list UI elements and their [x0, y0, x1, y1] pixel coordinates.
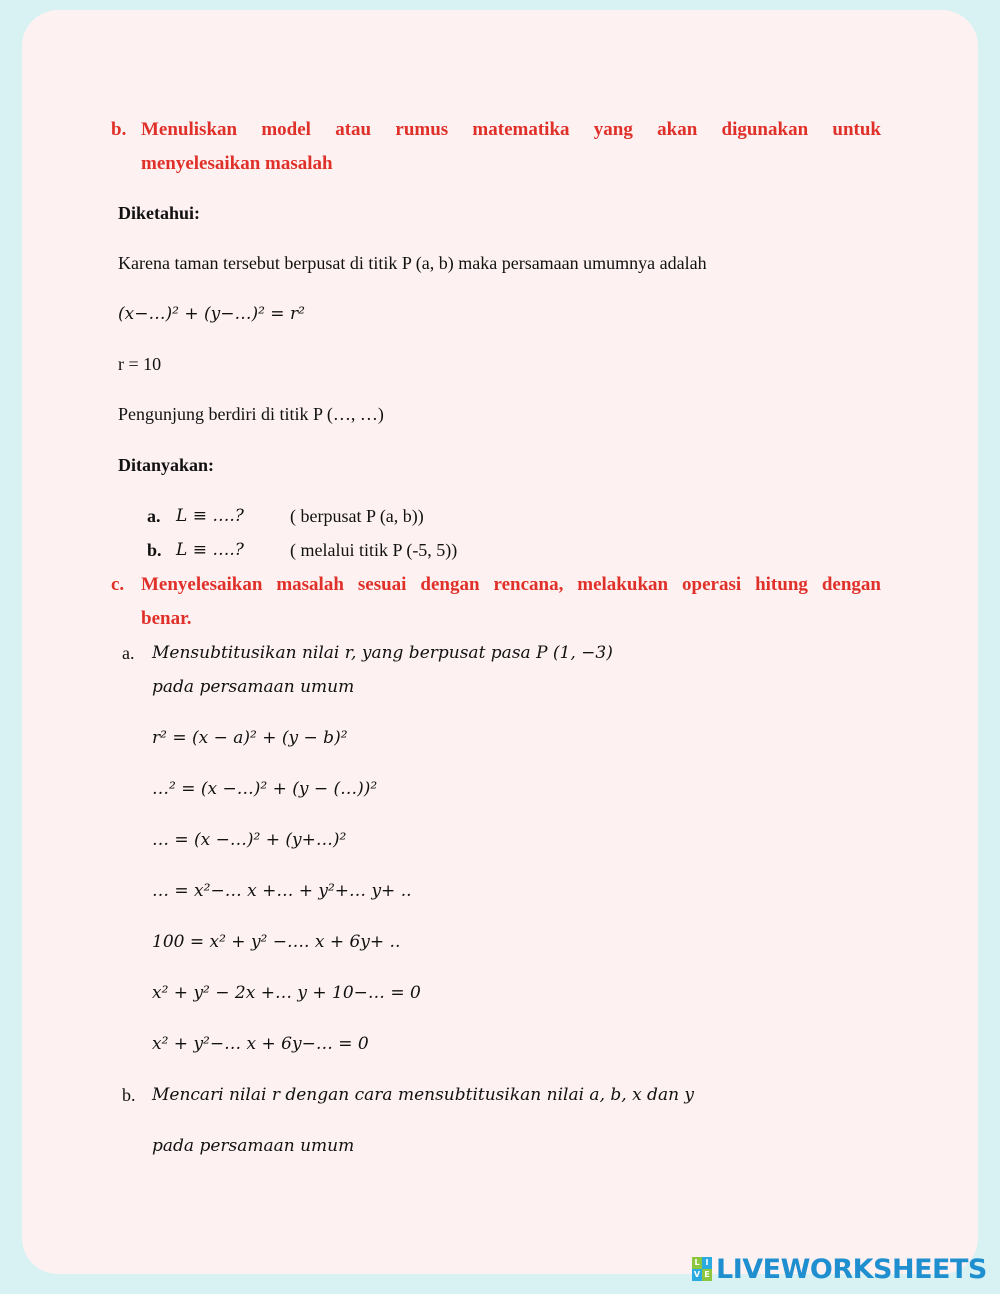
- logo-mark-letter: V: [693, 1270, 701, 1279]
- question-a-label: a.: [147, 506, 161, 526]
- section-c-title-line1: Menyelesaikan masalah sesuai dengan rencana, melakukan operasi hitung dengan: [141, 574, 881, 595]
- section-b-label: b.: [111, 119, 127, 140]
- part-b-label: b.: [122, 1085, 136, 1105]
- equation-step: r² = (x − a)² + (y − b)²: [152, 728, 348, 748]
- section-c-label: c.: [111, 574, 125, 595]
- radius-value: r = 10: [118, 354, 162, 374]
- logo-mark-letter: I: [702, 1257, 712, 1269]
- liveworksheets-logo: [692, 1254, 987, 1284]
- visitor-point: Pengunjung berdiri di titik P (…, …): [118, 404, 384, 424]
- diketahui-heading: Diketahui:: [118, 203, 201, 223]
- equation-step: … = x²−… x +… + y²+… y+ ..: [152, 881, 412, 901]
- part-b-instruction-line2: pada persamaan umum: [152, 1136, 355, 1156]
- diketahui-intro: Karena taman tersebut berpusat di titik P (a, b) maka persamaan umumnya adalah: [118, 253, 707, 273]
- question-b-note: ( melalui titik P (-5, 5)): [290, 540, 458, 560]
- logo-mark-letter: L: [692, 1257, 702, 1269]
- section-c-title-line2: benar.: [141, 608, 192, 629]
- question-b-expr: L ≡ ….?: [176, 540, 244, 560]
- equation-step: …² = (x −…)² + (y − (…))²: [152, 779, 378, 799]
- equation-step: … = (x −…)² + (y+…)²: [152, 830, 347, 850]
- section-b-title-line2: menyelesaikan masalah: [141, 153, 333, 174]
- ditanyakan-heading: Ditanyakan:: [118, 455, 215, 475]
- equation-step: 100 = x² + y² −…. x + 6y+ ..: [152, 932, 401, 952]
- general-equation: (x−…)² + (y−…)² = r²: [118, 304, 305, 324]
- liveworksheets-logo-text: LIVEWORKSHEETS: [716, 1253, 987, 1285]
- question-a-note: ( berpusat P (a, b)): [290, 506, 424, 526]
- section-b-title-line1: Menuliskan model atau rumus matematika yang akan digunakan untuk: [141, 119, 881, 140]
- question-b-label: b.: [147, 540, 162, 560]
- equation-step: x² + y²−… x + 6y−… = 0: [152, 1034, 369, 1054]
- part-b-instruction-line1: Mencari nilai r dengan cara mensubtitusikan nilai a, b, x dan y: [152, 1085, 695, 1105]
- part-a-instruction-line2: pada persamaan umum: [152, 677, 355, 697]
- equation-step: x² + y² − 2x +… y + 10−… = 0: [152, 983, 421, 1003]
- liveworksheets-logo-icon: [692, 1257, 712, 1281]
- logo-mark-letter: E: [702, 1269, 712, 1281]
- part-a-instruction-line1: Mensubtitusikan nilai r, yang berpusat pasa P (1, −3): [152, 643, 613, 663]
- part-a-label: a.: [122, 643, 135, 663]
- question-a-expr: L ≡ ….?: [176, 506, 244, 526]
